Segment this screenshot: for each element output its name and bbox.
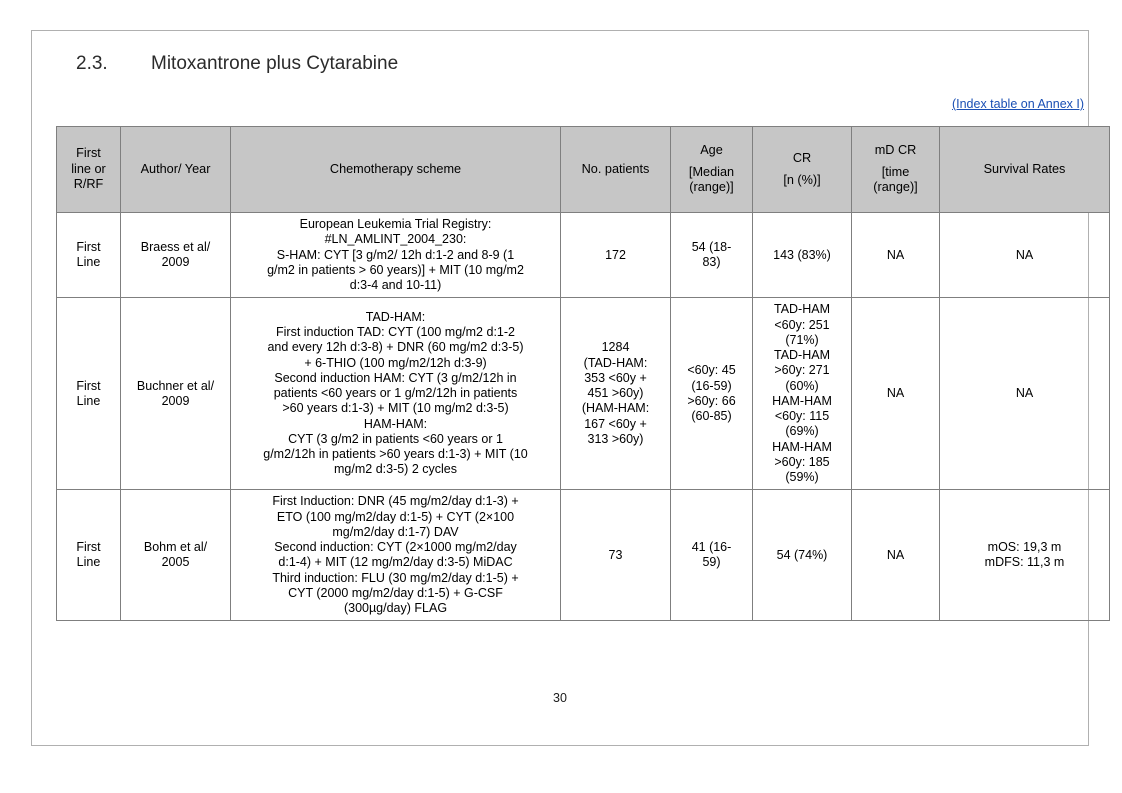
cell-author: Braess et al/ 2009	[121, 213, 231, 298]
cell-survival: mOS: 19,3 m mDFS: 11,3 m	[940, 490, 1110, 621]
page-number: 30	[553, 691, 567, 705]
cell-line: First Line	[57, 298, 121, 490]
col-header-first-line: First line or R/RF	[57, 127, 121, 213]
cell-line: First Line	[57, 490, 121, 621]
section-number: 2.3.	[76, 53, 108, 74]
cell-age: 41 (16- 59)	[671, 490, 753, 621]
table-header-row	[57, 127, 1110, 213]
cell-patients: 172	[561, 213, 671, 298]
cell-cr: 54 (74%)	[753, 490, 852, 621]
col-header-chemotherapy-scheme: Chemotherapy scheme	[231, 127, 561, 213]
cell-survival: NA	[940, 298, 1110, 490]
col-header-author-year: Author/ Year	[121, 127, 231, 213]
cell-age: 54 (18- 83)	[671, 213, 753, 298]
section-heading	[76, 53, 398, 75]
col-header-no-patients: No. patients	[561, 127, 671, 213]
cell-author: Buchner et al/ 2009	[121, 298, 231, 490]
table-body	[57, 213, 1110, 621]
cell-scheme: First Induction: DNR (45 mg/m2/day d:1-3) + ETO (100 mg/m2/day d:1-5) + CYT (2×100 mg/m2/day d:1-7) DAV Second induction: CYT (2×1000 mg/m2/day d:1-4) + MIT (12 mg/m2/day d:3-5) MiDAC Third induction: FLU (30 mg/m2/day d:1-5) + CYT (2000 mg/m2/day d:1-5) + G-CSF (300µg/day) FLAG	[231, 490, 561, 621]
col-header-survival-rates: Survival Rates	[940, 127, 1110, 213]
cell-author: Bohm et al/ 2005	[121, 490, 231, 621]
cell-scheme: European Leukemia Trial Registry: #LN_AMLINT_2004_230: S-HAM: CYT [3 g/m2/ 12h d:1-2 and 8-9 (1 g/m2 in patients > 60 years)] + MIT (10 mg/m2 d:3-4 and 10-11)	[231, 213, 561, 298]
col-header-age: Age [Median (range)]	[671, 127, 753, 213]
cell-mdcr: NA	[852, 213, 940, 298]
cell-scheme: TAD-HAM: First induction TAD: CYT (100 mg/m2 d:1-2 and every 12h d:3-8) + DNR (60 mg/m2 d:3-5) + 6-THIO (100 mg/m2/12h d:3-9) Second induction HAM: CYT (3 g/m2/12h in patients <60 years or 1 g/m2/12h in patients >60 years d:1-3) + MIT (10 mg/m2 d:3-5) HAM-HAM: CYT (3 g/m2 in patients <60 years or 1 g/m2/12h in patients >60 years d:1-3) + MIT (10 mg/m2 d:3-5) 2 cycles	[231, 298, 561, 490]
cell-patients: 1284 (TAD-HAM: 353 <60y + 451 >60y) (HAM-HAM: 167 <60y + 313 >60y)	[561, 298, 671, 490]
cell-age: <60y: 45 (16-59) >60y: 66 (60-85)	[671, 298, 753, 490]
col-header-cr: CR [n (%)]	[753, 127, 852, 213]
col-header-md-cr: mD CR [time (range)]	[852, 127, 940, 213]
cell-survival: NA	[940, 213, 1110, 298]
cell-patients: 73	[561, 490, 671, 621]
document-page	[31, 30, 1089, 746]
cell-mdcr: NA	[852, 298, 940, 490]
annex-index-link[interactable]: (Index table on Annex I)	[951, 97, 1084, 111]
table-row	[57, 298, 1110, 490]
section-title: Mitoxantrone plus Cytarabine	[151, 53, 399, 74]
cell-line: First Line	[57, 213, 121, 298]
table-row	[57, 213, 1110, 298]
chemotherapy-table	[56, 126, 1110, 621]
cell-cr: 143 (83%)	[753, 213, 852, 298]
cell-mdcr: NA	[852, 490, 940, 621]
cell-cr: TAD-HAM <60y: 251 (71%) TAD-HAM >60y: 271 (60%) HAM-HAM <60y: 115 (69%) HAM-HAM >60y: 185 (59%)	[753, 298, 852, 490]
table-row	[57, 490, 1110, 621]
